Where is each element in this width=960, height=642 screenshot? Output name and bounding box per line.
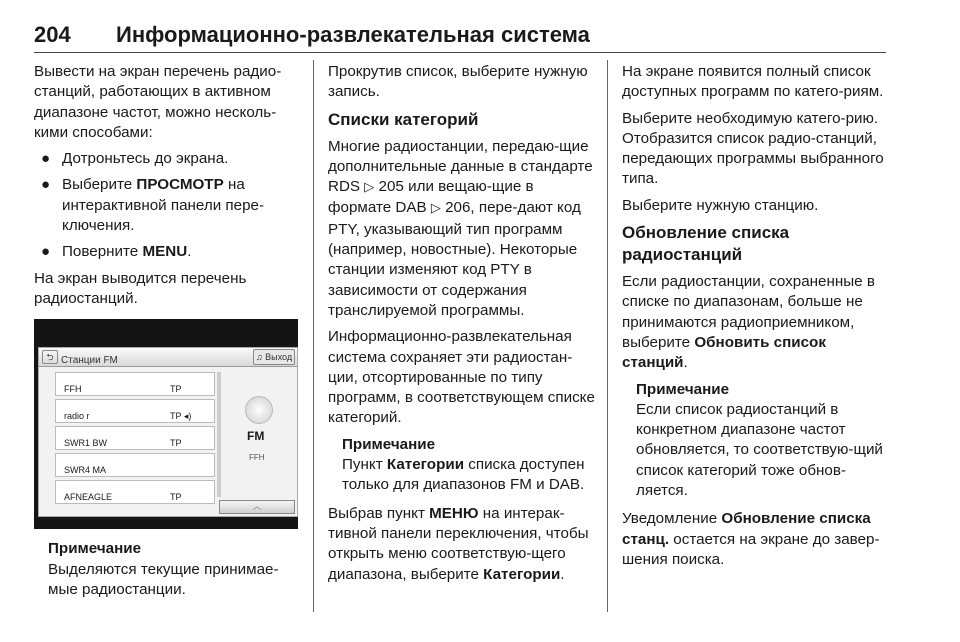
paragraph: На экран выводится перечень радиостанций. [34,269,247,307]
bullet-icon: ● [41,176,51,194]
note-title: Примечание [342,435,436,453]
paragraph: Если радиостанции, сохраненные в списке по диапазонам, больше не принимаются радиоприемником, выберите Обновить список станций. [622,273,875,372]
section-heading: Списки категорий [328,109,479,129]
list-item: ● Поверните MENU. [34,242,296,262]
radio-screen-figure [34,319,298,529]
bullet-list [34,149,296,262]
screen-title: Станции FM [61,355,118,367]
back-arrow-icon: ⮌ [42,350,58,364]
note [636,380,888,502]
paragraph: Вывести на экран перечень радио-станций, работающих в активном диапазоне частот, можно несколь-кими способами: [34,63,282,141]
paragraph: Выберите необходимую катего-рию. Отобразится список радио-станций, передающих программы выбранного типа. [622,109,884,188]
note-text: Если список радиостанций в конкретном диапазоне частот обновляется, то соответствую-щий список категорий тоже обнов-ляется. [636,400,883,500]
note-title: Примечание [48,540,142,558]
station-row: SWR1 BW TP [55,426,215,450]
paragraph: Информационно-развлекательная система сохраняет эти радиостан-ции, отсортированные по типу программ, в соответствующем списке категорий. [328,328,595,427]
disc-icon [245,396,273,424]
paragraph: На экране появится полный список доступных программ по катего-риям. [622,63,884,101]
note-title: Примечание [636,380,730,398]
station-row: SWR4 MA [55,453,215,477]
note [48,539,296,600]
paragraph: Прокрутив список, выберите нужную запись. [328,63,588,101]
scrollbar [217,372,221,497]
column-3 [622,62,888,576]
station-row: FFH TP [55,372,215,396]
paragraph: Выберите нужную станцию. [622,196,819,214]
column-divider [607,60,608,612]
note-text: Пункт Категории списка доступен только для диапазонов FM и DAB. [342,456,585,494]
note-text: Выделяются текущие принимае-мые радиостанции. [48,560,279,598]
list-item: ● Дотроньтесь до экрана. [34,149,296,169]
column-divider [313,60,314,612]
column-2 [328,62,598,591]
paragraph: Уведомление Обновление списка станц. остается на экране до завер-шения поиска. [622,510,880,568]
exit-button: ♫ Выход [253,349,295,365]
list-item: ● Выберите ПРОСМОТР на интерактивной панели пере-ключения. [41,176,265,235]
cross-reference[interactable]: 206 [445,199,471,217]
note [342,435,598,496]
page-number: 204 [34,22,71,47]
paragraph: Многие радиостанции, передаю-щие дополнительные данные в стандарте RDS ▷ 205 или вещаю-щие в формате DAB ▷ 206, пере-дают код PTY, указывающий тип программ (например, новостные). Некоторые станции изменяют код PTY в зависимости от содержания транслируемой программы. [328,137,593,319]
bullet-icon: ● [41,150,51,168]
column-1 [34,62,296,608]
station-list [55,372,215,507]
page-header [34,22,886,53]
bullet-icon: ● [41,243,51,261]
note-icon: ♫ [255,352,266,363]
chevron-up-icon: ︿ [219,500,295,514]
triangle-right-icon: ▷ [430,201,441,217]
paragraph: Выбрав пункт МЕНЮ на интерак-тивной панели переключения, чтобы открыть меню соответствую-щего диапазона, выберите Категории. [328,504,589,583]
cross-reference[interactable]: 205 [378,178,404,196]
station-row: radio r TP ◂) [55,399,215,423]
band-label: FM [247,429,265,444]
current-station-label: FFH [249,453,265,463]
station-row: AFNEAGLE TP [55,480,215,504]
page-title: Информационно-развлекательная система [116,22,590,47]
radio-screen [38,347,298,517]
triangle-right-icon: ▷ [364,180,375,196]
section-heading: Обновление списка радиостанций [622,223,790,265]
screen-title-bar [39,348,297,367]
